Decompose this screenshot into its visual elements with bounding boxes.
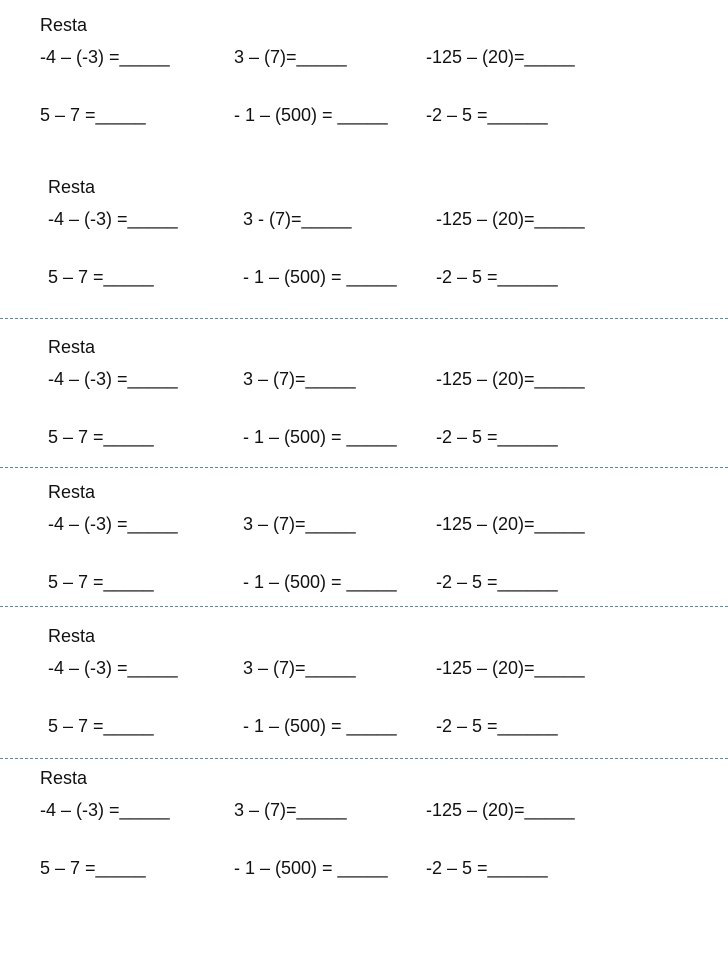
exercise: 5 – 7 =_____: [40, 858, 146, 878]
exercise: -2 – 5 =______: [436, 572, 558, 592]
exercise-block-1: [0, 0, 728, 140]
exercise: -4 – (-3) =_____: [48, 369, 178, 389]
exercise: -125 – (20)=_____: [436, 514, 585, 534]
block-title: Resta: [40, 768, 88, 788]
block-title: Resta: [48, 337, 96, 357]
exercise: 3 – (7)=_____: [234, 47, 347, 67]
exercise: -2 – 5 =______: [426, 858, 548, 878]
block-title: Resta: [48, 626, 96, 646]
block-title: Resta: [40, 15, 88, 35]
exercise: 5 – 7 =_____: [48, 716, 154, 736]
exercise: 5 – 7 =_____: [48, 267, 154, 287]
exercise: -125 – (20)=_____: [426, 47, 575, 67]
exercise: -4 – (-3) =_____: [40, 47, 170, 67]
exercise: - 1 – (500) = _____: [234, 105, 388, 125]
exercise-block-3: [0, 320, 728, 460]
exercise-block-6: [0, 758, 728, 898]
exercise: -2 – 5 =______: [426, 105, 548, 125]
exercise-block-2: [0, 160, 728, 300]
exercise: -125 – (20)=_____: [436, 369, 585, 389]
exercise: - 1 – (500) = _____: [243, 427, 397, 447]
exercise: 3 – (7)=_____: [243, 369, 356, 389]
block-title: Resta: [48, 177, 96, 197]
exercise: -4 – (-3) =_____: [40, 800, 170, 820]
exercise: - 1 – (500) = _____: [243, 716, 397, 736]
exercise: -125 – (20)=_____: [436, 658, 585, 678]
exercise: 5 – 7 =_____: [40, 105, 146, 125]
exercise: 5 – 7 =_____: [48, 427, 154, 447]
exercise: -4 – (-3) =_____: [48, 209, 178, 229]
exercise: -2 – 5 =______: [436, 427, 558, 447]
exercise: 3 – (7)=_____: [243, 658, 356, 678]
exercise: 5 – 7 =_____: [48, 572, 154, 592]
exercise: -2 – 5 =______: [436, 267, 558, 287]
block-title: Resta: [48, 482, 96, 502]
exercise: - 1 – (500) = _____: [243, 572, 397, 592]
exercise: - 1 – (500) = _____: [243, 267, 397, 287]
cut-line: [0, 606, 728, 607]
exercise: 3 – (7)=_____: [234, 800, 347, 820]
exercise: 3 – (7)=_____: [243, 514, 356, 534]
exercise: -4 – (-3) =_____: [48, 658, 178, 678]
exercise: -125 – (20)=_____: [426, 800, 575, 820]
exercise: 3 - (7)=_____: [243, 209, 352, 229]
exercise: -2 – 5 =______: [436, 716, 558, 736]
exercise: - 1 – (500) = _____: [234, 858, 388, 878]
exercise-block-5: [0, 611, 728, 751]
exercise-block-4: [0, 467, 728, 607]
exercise: -4 – (-3) =_____: [48, 514, 178, 534]
cut-line: [0, 318, 728, 319]
exercise: -125 – (20)=_____: [436, 209, 585, 229]
